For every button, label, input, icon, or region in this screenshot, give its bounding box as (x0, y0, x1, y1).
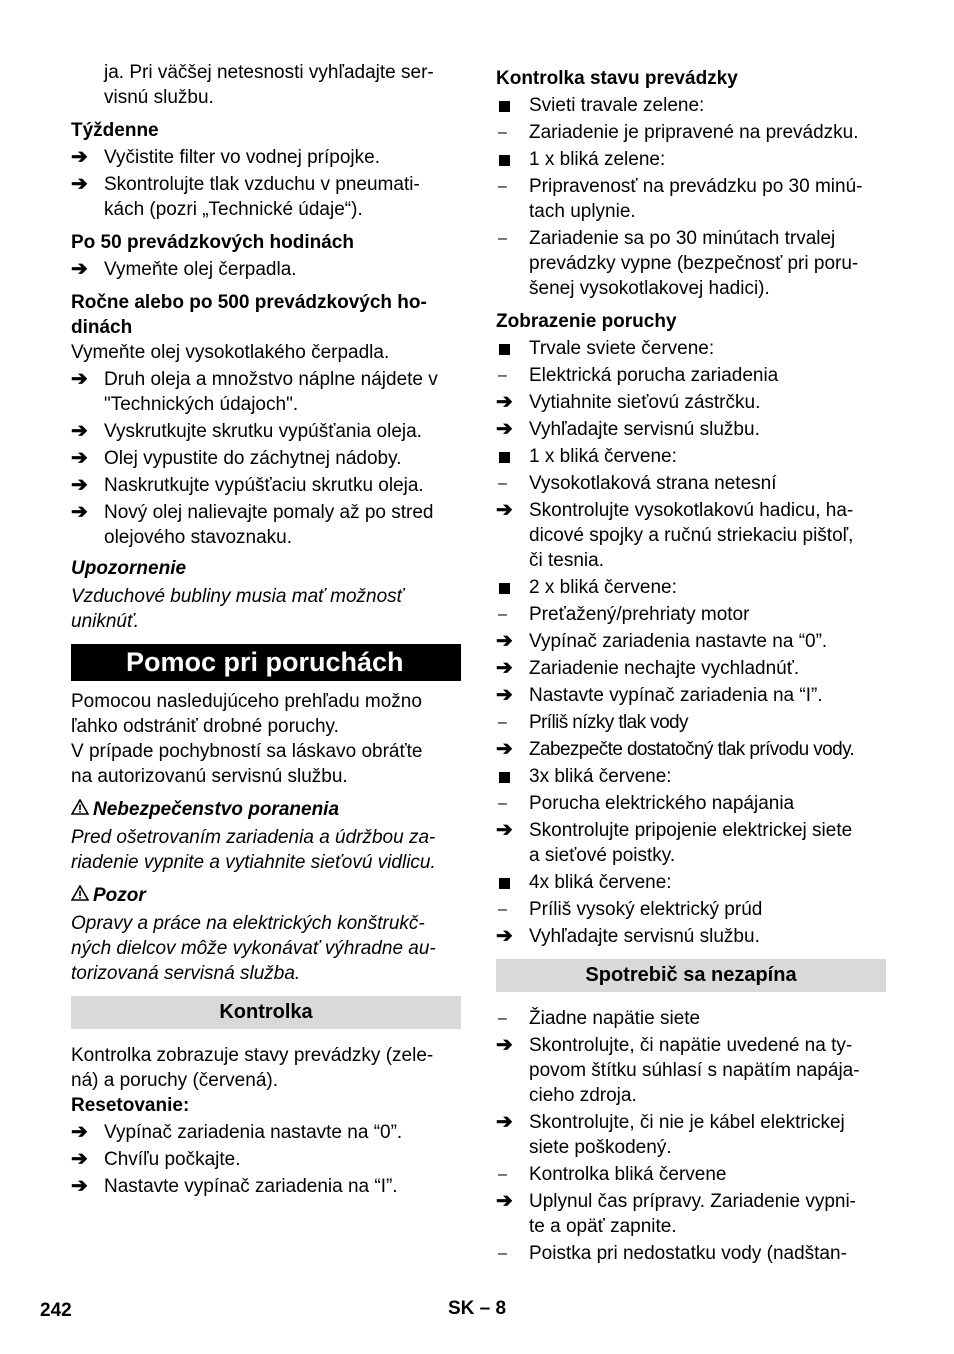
section-banner-troubleshooting: Pomoc pri poruchách (71, 644, 461, 681)
list-item-text: Žiadne napätie siete (529, 1008, 701, 1029)
list-item (496, 602, 886, 627)
list-item-text: Druh oleja a množstvo náplne nájdete v "Technických údajoch". (104, 369, 438, 415)
list-item-text: Skontrolujte pripojenie elektrickej siete a sieťové poistky. (529, 820, 853, 866)
list-item (71, 172, 461, 222)
dash-bullet: – (498, 178, 507, 195)
warning-triangle-icon (71, 883, 93, 908)
list-item (71, 1120, 461, 1145)
list-item-text: Nastavte vypínač zariadenia na “I”. (529, 685, 823, 706)
list-item (496, 390, 886, 415)
list-item-text: Zabezpečte dostatočný tlak prívodu vody. (529, 739, 855, 760)
list-item-text: Vytiahnite sieťovú zástrčku. (529, 392, 761, 413)
list-item (71, 500, 461, 550)
arrow-right-icon: ➔ (71, 368, 88, 390)
list-item (496, 629, 886, 654)
list-item (496, 924, 886, 949)
status-heading: Kontrolka stavu prevádzky (496, 68, 738, 89)
reset-heading: Resetovanie: (71, 1095, 190, 1116)
note-title: Upozornenie (71, 558, 187, 579)
list-item (496, 1033, 886, 1108)
dash-bullet: – (498, 475, 507, 492)
h50-list (71, 257, 461, 282)
list-item-text: Zariadenie nechajte vychladnúť. (529, 658, 800, 679)
list-item-text: Naskrutkujte vypúšťaciu skrutku oleja. (104, 475, 424, 496)
list-item-text: 1 x bliká červene: (529, 446, 677, 467)
dash-bullet: – (498, 367, 507, 384)
list-item-text: Príliš nízky tlak vody (529, 712, 688, 733)
arrow-right-icon: ➔ (71, 173, 88, 195)
list-item (496, 498, 886, 573)
page-number: 242 (40, 1300, 72, 1321)
list-item (71, 1174, 461, 1199)
dash-bullet: – (498, 1166, 507, 1183)
list-item-text: Porucha elektrického napájania (529, 793, 795, 814)
list-item (496, 710, 886, 735)
list-item (496, 575, 886, 600)
left-column (71, 58, 461, 1199)
list-item-text: Vyhľadajte servisnú službu. (529, 419, 760, 440)
note-text: Vzduchové bubliny musia mať možnosť uniknúť. (71, 586, 404, 632)
list-item (496, 656, 886, 681)
danger-text: Pred ošetrovaním zariadenia a údržbou za- riadenie vypnite a vytiahnite sieťovú vidlicu. (71, 827, 436, 873)
list-item (496, 897, 886, 922)
arrow-right-icon: ➔ (496, 684, 513, 706)
list-item-text: Nový olej nalievajte pomaly až po stred olejového stavoznaku. (104, 502, 434, 548)
arrow-right-icon: ➔ (71, 146, 88, 168)
list-item (496, 737, 886, 762)
list-item (496, 226, 886, 301)
list-item-text: Vymeňte olej čerpadla. (104, 259, 297, 280)
list-item-text: Svieti travale zelene: (529, 95, 705, 116)
arrow-right-icon: ➔ (71, 1121, 88, 1143)
reset-list (71, 1120, 461, 1199)
yearly-text: Vymeňte olej vysokotlakého čerpadla. (71, 342, 390, 363)
list-item (71, 446, 461, 471)
arrow-right-icon: ➔ (496, 499, 513, 521)
list-item (496, 764, 886, 789)
list-item (496, 818, 886, 868)
arrow-right-icon: ➔ (496, 657, 513, 679)
arrow-right-icon: ➔ (71, 258, 88, 280)
arrow-right-icon: ➔ (496, 418, 513, 440)
list-item-text: Vypínač zariadenia nastavte na “0”. (529, 631, 828, 652)
language-page-label: SK – 8 (448, 1298, 507, 1319)
list-item-text: Chvíľu počkajte. (104, 1149, 241, 1170)
list-item-text: 2 x bliká červene: (529, 577, 677, 598)
list-item-text: Skontrolujte vysokotlakovú hadicu, ha- dicové spojky a ručnú striekaciu pištoľ, či tesnia. (529, 500, 854, 571)
arrow-right-icon: ➔ (496, 1190, 513, 1212)
list-item-text: Kontrolka bliká červene (529, 1164, 727, 1185)
list-item (496, 174, 886, 224)
subsection-kontrolka: Kontrolka (71, 996, 461, 1029)
arrow-right-icon: ➔ (496, 925, 513, 947)
list-item-text: Vypínač zariadenia nastavte na “0”. (104, 1122, 403, 1143)
arrow-right-icon: ➔ (71, 420, 88, 442)
arrow-right-icon: ➔ (71, 1175, 88, 1197)
list-item-text: Elektrická porucha zariadenia (529, 365, 779, 386)
list-item-text: Olej vypustite do záchytnej nádoby. (104, 448, 402, 469)
list-item (496, 336, 886, 361)
status-list (496, 93, 886, 301)
list-item (496, 1110, 886, 1160)
list-item (496, 147, 886, 172)
arrow-right-icon: ➔ (496, 819, 513, 841)
list-item-text: Nastavte vypínač zariadenia na “I”. (104, 1176, 398, 1197)
list-item-text: Trvale sviete červene: (529, 338, 715, 359)
arrow-right-icon: ➔ (496, 738, 513, 760)
dash-bullet: – (498, 901, 507, 918)
list-item-text: Vysokotlaková strana netesní (529, 473, 777, 494)
list-item-text: Pripravenosť na prevádzku po 30 minú- tach uplynie. (529, 176, 863, 222)
dash-bullet: – (498, 1245, 507, 1262)
list-item (496, 471, 886, 496)
list-item-text: Uplynul čas prípravy. Zariadenie vypni- te a opäť zapnite. (529, 1191, 857, 1237)
h50-heading: Po 50 prevádzkových hodinách (71, 232, 354, 253)
list-item (71, 473, 461, 498)
danger-notice (71, 797, 461, 822)
list-item (496, 1162, 886, 1187)
caution-notice (71, 883, 461, 908)
right-column (496, 58, 886, 1266)
list-item (496, 417, 886, 442)
list-item (71, 419, 461, 444)
list-item (496, 120, 886, 145)
list-item (496, 791, 886, 816)
list-item-text: 4x bliká červene: (529, 872, 672, 893)
list-item (71, 257, 461, 282)
yearly-list (71, 367, 461, 550)
list-item (496, 444, 886, 469)
list-item (496, 683, 886, 708)
fault-list (496, 336, 886, 949)
list-item (496, 870, 886, 895)
dash-bullet: – (498, 795, 507, 812)
list-item-text: Skontrolujte tlak vzduchu v pneumati- kách (pozri „Technické údaje“). (104, 174, 420, 220)
subsection-nostart: Spotrebič sa nezapína (496, 959, 886, 992)
caution-text: Opravy a práce na elektrických konštrukč- ných dielcov môže vykonávať výhradne au- torizovaná servisná služba. (71, 913, 436, 984)
arrow-right-icon: ➔ (496, 1034, 513, 1056)
list-item-text: Poistka pri nedostatku vody (nadštan- (529, 1243, 847, 1264)
fault-heading: Zobrazenie poruchy (496, 311, 677, 332)
intro-continuation: ja. Pri väčšej netesnosti vyhľadajte ser- visnú službu. (104, 62, 434, 108)
list-item (71, 145, 461, 170)
arrow-right-icon: ➔ (496, 1111, 513, 1133)
weekly-list (71, 145, 461, 222)
list-item-text: Skontrolujte, či napätie uvedené na ty- povom štítku súhlasí s napätím napája- cieho zdroja. (529, 1035, 860, 1106)
list-item-text: Skontrolujte, či nie je kábel elektrickej siete poškodený. (529, 1112, 845, 1158)
list-item-text: Príliš vysoký elektrický prúd (529, 899, 763, 920)
arrow-right-icon: ➔ (496, 630, 513, 652)
list-item-text: Vyčistite filter vo vodnej prípojke. (104, 147, 380, 168)
weekly-heading: Týždenne (71, 120, 159, 141)
list-item (496, 93, 886, 118)
kontrolka-text: Kontrolka zobrazuje stavy prevádzky (zele- ná) a poruchy (červená). (71, 1045, 434, 1091)
danger-title: Nebezpečenstvo poranenia (93, 799, 340, 820)
caution-title: Pozor (93, 885, 146, 906)
list-item-text: 1 x bliká zelene: (529, 149, 666, 170)
arrow-right-icon: ➔ (71, 501, 88, 523)
list-item (496, 1189, 886, 1239)
list-item-text: Preťažený/prehriaty motor (529, 604, 750, 625)
arrow-right-icon: ➔ (71, 474, 88, 496)
arrow-right-icon: ➔ (71, 1148, 88, 1170)
dash-bullet: – (498, 230, 507, 247)
dash-bullet: – (498, 124, 507, 141)
list-item (71, 1147, 461, 1172)
warning-triangle-icon (71, 797, 93, 822)
yearly-heading: Ročne alebo po 500 prevádzkových ho- dinách (71, 292, 427, 338)
list-item (496, 1006, 886, 1031)
dash-bullet: – (498, 1010, 507, 1027)
nostart-list (496, 1006, 886, 1266)
list-item-text: Zariadenie sa po 30 minútach trvalej prevádzky vypne (bezpečnosť pri poru- šenej vysokotlakovej hadici). (529, 228, 859, 299)
dash-bullet: – (498, 714, 507, 731)
list-item-text: Zariadenie je pripravené na prevádzku. (529, 122, 859, 143)
list-item-text: 3x bliká červene: (529, 766, 672, 787)
list-item-text: Vyskrutkujte skrutku vypúšťania oleja. (104, 421, 422, 442)
list-item (496, 1241, 886, 1266)
arrow-right-icon: ➔ (71, 447, 88, 469)
arrow-right-icon: ➔ (496, 391, 513, 413)
list-item (496, 363, 886, 388)
list-item-text: Vyhľadajte servisnú službu. (529, 926, 760, 947)
help-text: Pomocou nasledujúceho prehľadu možno ľahko odstrániť drobné poruchy. V prípade pochybností sa láskavo obráťte na autorizovanú servisnú službu. (71, 691, 423, 787)
dash-bullet: – (498, 606, 507, 623)
list-item (71, 367, 461, 417)
